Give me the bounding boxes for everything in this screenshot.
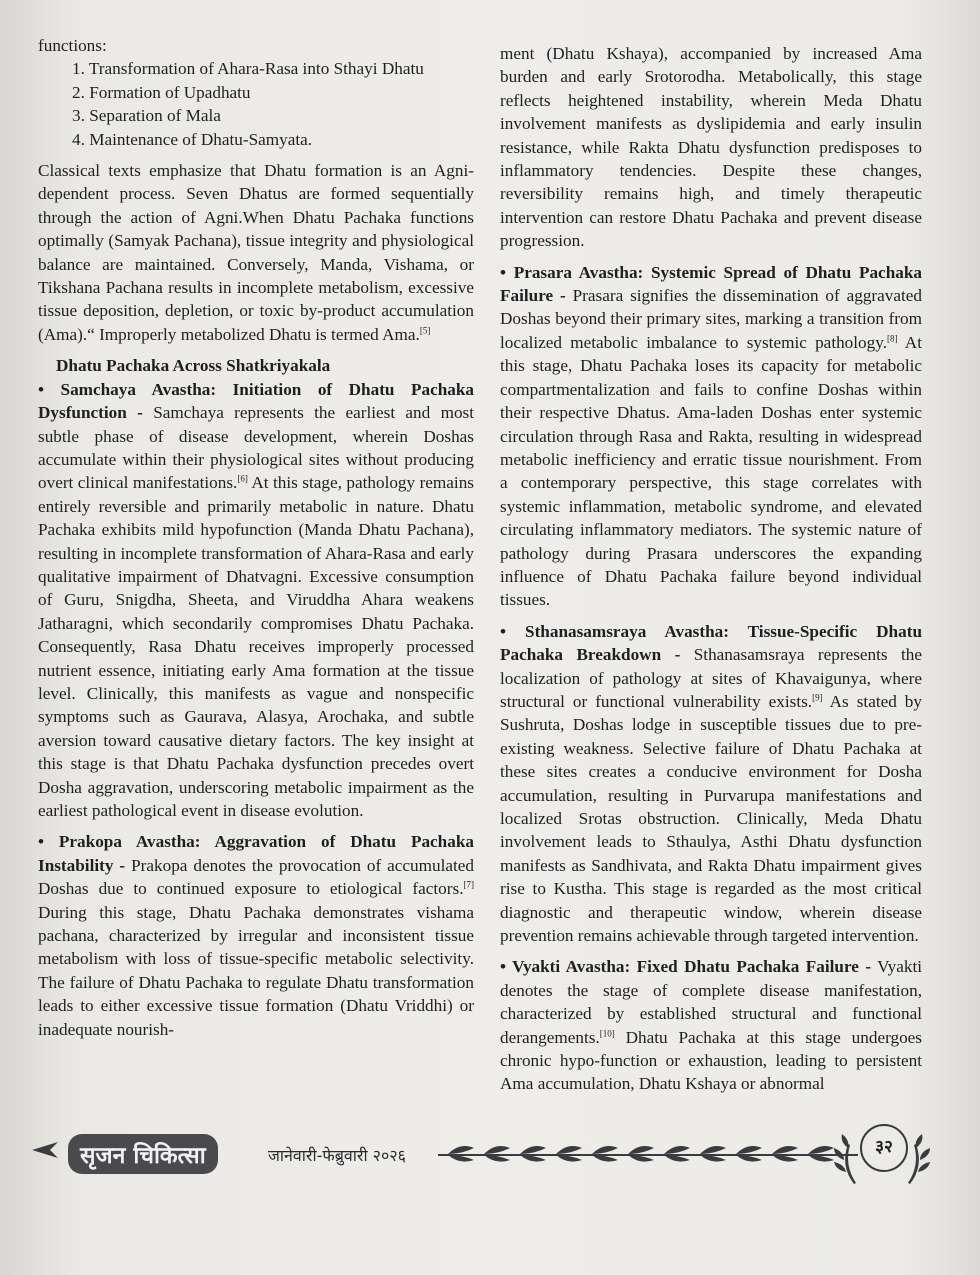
list-item: 1. Transformation of Ahara-Rasa into Sthayi Dhatu xyxy=(72,59,424,79)
citation: [9] xyxy=(812,692,823,703)
chevron-ornament-icon xyxy=(28,1138,60,1162)
subsection-title: • Vyakti Avastha: Fixed Dhatu Pachaka Failure - xyxy=(500,957,872,977)
paragraph-text: During this stage, Dhatu Pachaka demonstrates vishama pachana, characterized by irregular and inconsistent tissue metabolism with loss of tissue-specific metabolic selectivity. The failure of Dhatu Pachaka to regulate Dhatu transformation leads to either excessive tissue formation (Dhatu Vriddhi) or inadequate nourish- xyxy=(38,902,474,1039)
list-item: 4. Maintenance of Dhatu-Samyata. xyxy=(72,129,313,149)
citation: [10] xyxy=(599,1027,615,1038)
paragraph-text: Sthanasamsraya represents the localization of pathology at sites of Khavaigunya, where structural or functional vulnerability exists. xyxy=(500,645,923,711)
list-item: 3. Separation of Mala xyxy=(72,106,221,126)
subsection-title: • Prasara Avastha: Systemic Spread of Dhatu Pachaka Failure - xyxy=(500,262,922,306)
citation: [8] xyxy=(887,333,898,344)
paragraph-text: Samchaya represents the earliest and most subtle phase of disease development, wherein Doshas accumulate within their physiological sites without producing overt clinical manifestations. xyxy=(38,403,474,493)
list-item: 2. Formation of Upadhatu xyxy=(72,82,251,102)
left-column xyxy=(38,34,474,1049)
page-footer xyxy=(28,1124,928,1184)
paragraph-text: Prasara signifies the dissemination of aggravated Doshas beyond their primary sites, marking a transition from localized metabolic imbalance to systemic pathology. xyxy=(500,286,922,352)
paragraph-classical-texts xyxy=(38,159,474,346)
section-heading: Dhatu Pachaka Across Shatkriyakala xyxy=(56,356,331,376)
subsection-title: • Sthanasamsraya Avastha: Tissue-Specific Dhatu Pachaka Breakdown - xyxy=(500,621,922,665)
prakopa-section xyxy=(38,830,474,1041)
paragraph-text: At this stage, pathology remains entirely reversible and primarily metabolic in nature. Dhatu Pachaka exhibits mild hypofunction (Manda Dhatu Pachana), resulting in incomplete transformation of Ahara-Rasa and early qualitative impairment of Dhatvagni. Excessive consumption of Guru, Snigdha, Sheeta, and Viruddha Ahara weakens Jatharagni, which secondarily compromises Dhatu Pachaka. Consequently, Rasa Dhatu receives improperly processed nutrient essence, initiating early Ama formation at the tissue level. Clinically, this manifests as vague and nonspecific symptoms such as Gaurava, Alasya, Arochaka, and subtle aversion toward causative dietary factors. The key insight at this stage is that Dhatu Pachaka dysfunction precedes overt Dosha aggravation, underscoring metabolic impairment as the earliest pathological event in disease evolution. xyxy=(38,473,474,820)
paragraph-text: Classical texts emphasize that Dhatu formation is an Agni-dependent process. Seven Dhatus are formed sequentially through the action of Agni.When Dhatu Pachaka functions optimally (Samyak Pachana), tissue integrity and physiological balance are maintained. Conversely, Manda, Vishama, or Tikshana Pachana results in incomplete metabolism, excessive tissue deposition, depletion, or toxic by-product accumulation (Ama).“ Improperly metabolized Dhatu is termed Ama. xyxy=(38,161,474,344)
citation: [7] xyxy=(463,879,474,890)
issue-date: जानेवारी-फेब्रुवारी २०२६ xyxy=(268,1146,406,1165)
list-lead: functions: xyxy=(38,36,107,55)
prakopa-continuation: ment (Dhatu Kshaya), accompanied by increased Ama burden and early Srotorodha. Metabolically, this stage reflects heightened instability, wherein Meda Dhatu involvement manifests as dyslipidemia and early insulin resistance, while Rakta Dhatu dysfunction predisposes to inflammatory tendencies. Despite these changes, reversibility remains high, and timely therapeutic intervention can restore Dhatu Pachaka and prevent disease progression. xyxy=(500,44,922,251)
function-list xyxy=(72,57,474,151)
paragraph-text: Vyakti denotes the stage of complete disease manifestation, characterized by established structural and functional derangements. xyxy=(500,957,923,1047)
right-column xyxy=(500,42,922,1104)
paragraph-text: As stated by Sushruta, Doshas lodge in susceptible tissues due to pre-existing weakness. Selective failure of Dhatu Pachaka at these sites creates a conducive environment for Dosha accumulation, resulting in Purvarupa manifestations and localized Srotas obstruction. Clinically, Meda Dhatu involvement leads to Sthaulya, Asthi Dhatu dysfunction manifests as Sandhivata, and Rakta Dhatu impairment gives rise to Kustha. This stage is regarded as the most critical diagnostic and therapeutic window, wherein disease prevention remains achievable through targeted intervention. xyxy=(500,691,922,946)
paragraph-text: At this stage, Dhatu Pachaka loses its capacity for metabolic compartmentalization and fails to confine Doshas within their respective Dhatus. Ama-laden Doshas enter systemic circulation through Rasa and Rakta, resulting in widespread metabolic inefficiency and erratic tissue nourishment. From a contemporary perspective, this stage correlates with systemic inflammation, metabolic syndrome, and elevated circulating inflammatory mediators. The systemic nature of pathology during Prasara underscores the expanding influence of Dhatu Pachaka failure beyond individual tissues. xyxy=(500,332,922,610)
sthanasamsraya-section xyxy=(500,620,922,948)
vyakti-section xyxy=(500,955,922,1095)
paragraph-text: Dhatu Pachaka at this stage undergoes chronic hypo-function or exhaustion, leading to persistent Ama accumulation, Dhatu Kshaya or abnormal xyxy=(500,1027,922,1094)
page-number: ३२ xyxy=(860,1124,908,1172)
samchaya-section xyxy=(38,378,474,823)
paragraph-text: Prakopa denotes the provocation of accumulated Doshas due to continued exposure to etiological factors. xyxy=(38,855,475,899)
leaf-border-ornament-icon xyxy=(438,1142,858,1166)
citation: [6] xyxy=(237,473,248,484)
citation: [5] xyxy=(419,325,431,336)
subsection-title: • Prakopa Avastha: Aggravation of Dhatu Pachaka Instability - xyxy=(38,832,474,875)
prasara-section xyxy=(500,261,922,612)
subsection-title: • Samchaya Avastha: Initiation of Dhatu Pachaka Dysfunction - xyxy=(38,379,474,423)
journal-title: सृजन चिकित्सा xyxy=(68,1134,218,1174)
